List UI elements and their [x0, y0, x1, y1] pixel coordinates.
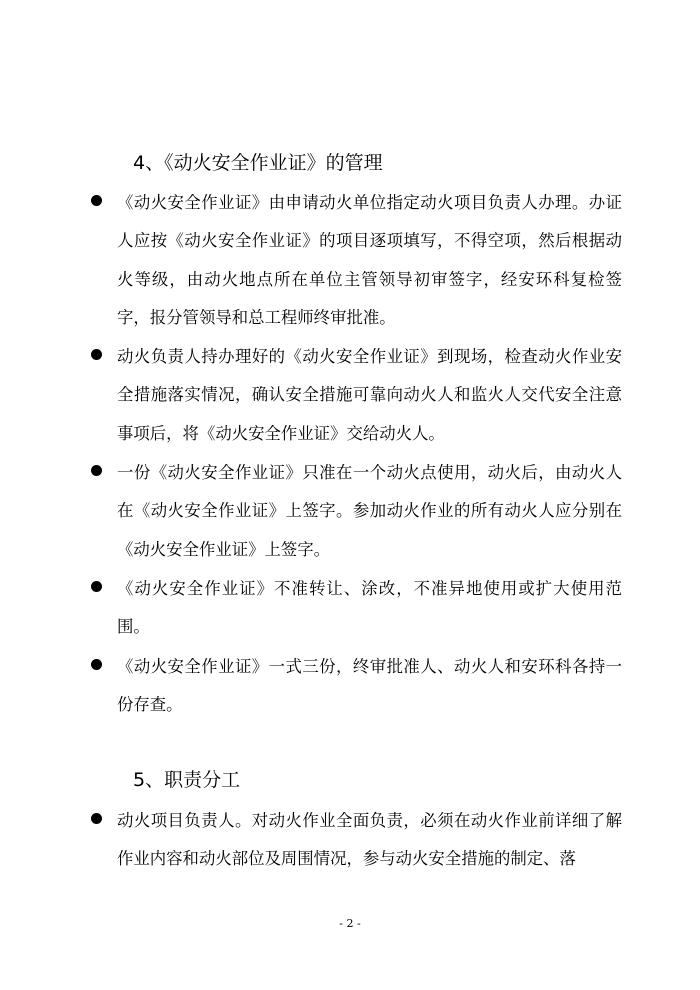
bullet-icon [91, 195, 102, 206]
bullet-icon [91, 813, 102, 824]
list-item-text: 《动火安全作业证》一式三份，终审批准人、动火人和安环科各持一份存查。 [117, 657, 622, 715]
section-heading-responsibilities: 5、职责分工 [133, 769, 241, 791]
list-item-text: 动火负责人持办理好的《动火安全作业证》到现场，检查动火作业安全措施落实情况，确认安全措施可靠向动火人和监火人交代安全注意事项后，将《动火安全作业证》交给动火人。 [117, 347, 622, 443]
bullet-icon [91, 465, 102, 476]
page-number: - 2 - [339, 917, 361, 930]
list-item-text: 《动火安全作业证》不准转让、涂改，不准异地使用或扩大使用范围。 [117, 579, 622, 637]
bullet-icon [91, 581, 102, 592]
section-heading-permit-management: 4、《动火安全作业证》的管理 [133, 152, 383, 174]
list-item-text: 《动火安全作业证》由申请动火单位指定动火项目负责人办理。办证人应按《动火安全作业证》的项目逐项填写，不得空项，然后根据动火等级，由动火地点所在单位主管领导初审签字，经安环科复检签字，报分管领导和总工程师终审批准。 [117, 193, 622, 328]
bullet-icon [91, 349, 102, 360]
bullet-icon [91, 659, 102, 670]
list-item-text: 动火项目负责人。对动火作业全面负责，必须在动火作业前详细了解作业内容和动火部位及周围情况，参与动火安全措施的制定、落 [117, 811, 622, 869]
list-item-text: 一份《动火安全作业证》只准在一个动火点使用，动火后，由动火人在《动火安全作业证》上签字。参加动火作业的所有动火人应分别在《动火安全作业证》上签字。 [117, 463, 622, 559]
